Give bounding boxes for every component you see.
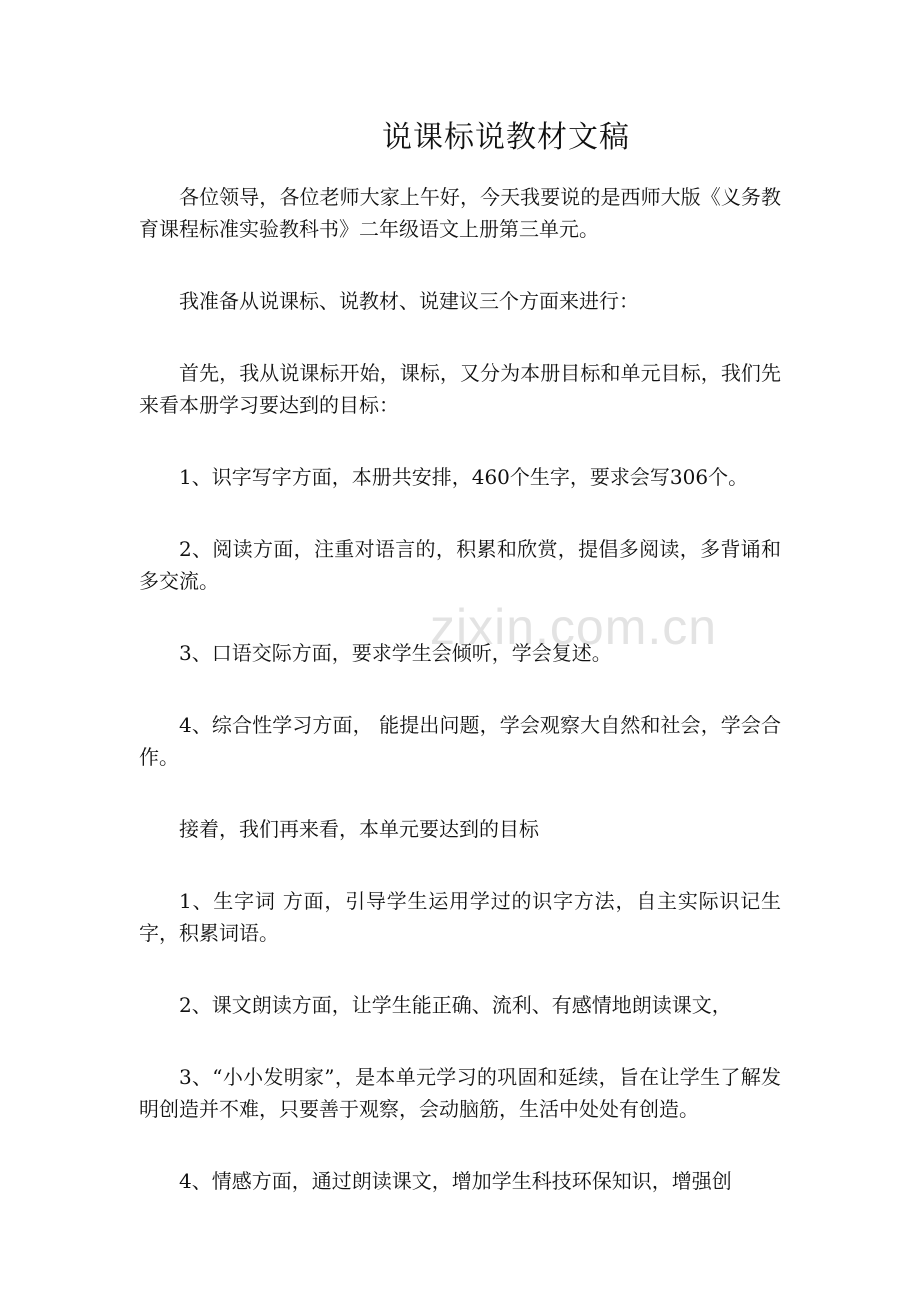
paragraph-unit-goal-1: 1、生字词 方面，引导学生运用学过的识字方法，自主实际识记生字，积累词语。 xyxy=(139,889,781,945)
paragraph-curriculum-intro: 首先，我从说课标开始，课标，又分为本册目标和单元目标，我们先来看本册学习要达到的目标： xyxy=(139,361,781,417)
watermark: zixin.com.cn xyxy=(430,599,718,655)
paragraph-book-goal-1: 1、识字写字方面，本册共安排，460个生字，要求会写306个。 xyxy=(179,465,749,489)
paragraph-unit-goal-3: 3、“小小发明家”，是本单元学习的巩固和延续，旨在让学生了解发明创造并不难，只要善于观察，会动脑筋，生活中处处有创造。 xyxy=(139,1065,781,1121)
paragraph-unit-intro: 接着，我们再来看，本单元要达到的目标 xyxy=(179,817,539,841)
paragraph-plan: 我准备从说课标、说教材、说建议三个方面来进行： xyxy=(179,289,639,313)
paragraph-unit-goal-2: 2、课文朗读方面，让学生能正确、流利、有感情地朗读课文， xyxy=(179,993,732,1017)
paragraph-greeting: 各位领导，各位老师大家上午好，今天我要说的是西师大版《义务教育课程标准实验教科书》二年级语文上册第三单元。 xyxy=(139,185,781,241)
document-body xyxy=(139,181,781,1237)
paragraph-book-goal-3: 3、口语交际方面，要求学生会倾听，学会复述。 xyxy=(179,641,612,665)
document-title: 说课标说教材文稿 xyxy=(382,120,630,155)
paragraph-book-goal-4: 4、综合性学习方面， 能提出问题，学会观察大自然和社会，学会合作。 xyxy=(139,713,781,769)
paragraph-book-goal-2: 2、阅读方面，注重对语言的，积累和欣赏，提倡多阅读，多背诵和多交流。 xyxy=(139,537,781,593)
paragraph-unit-goal-4: 4、情感方面，通过朗读课文，增加学生科技环保知识，增强创 xyxy=(179,1169,732,1193)
